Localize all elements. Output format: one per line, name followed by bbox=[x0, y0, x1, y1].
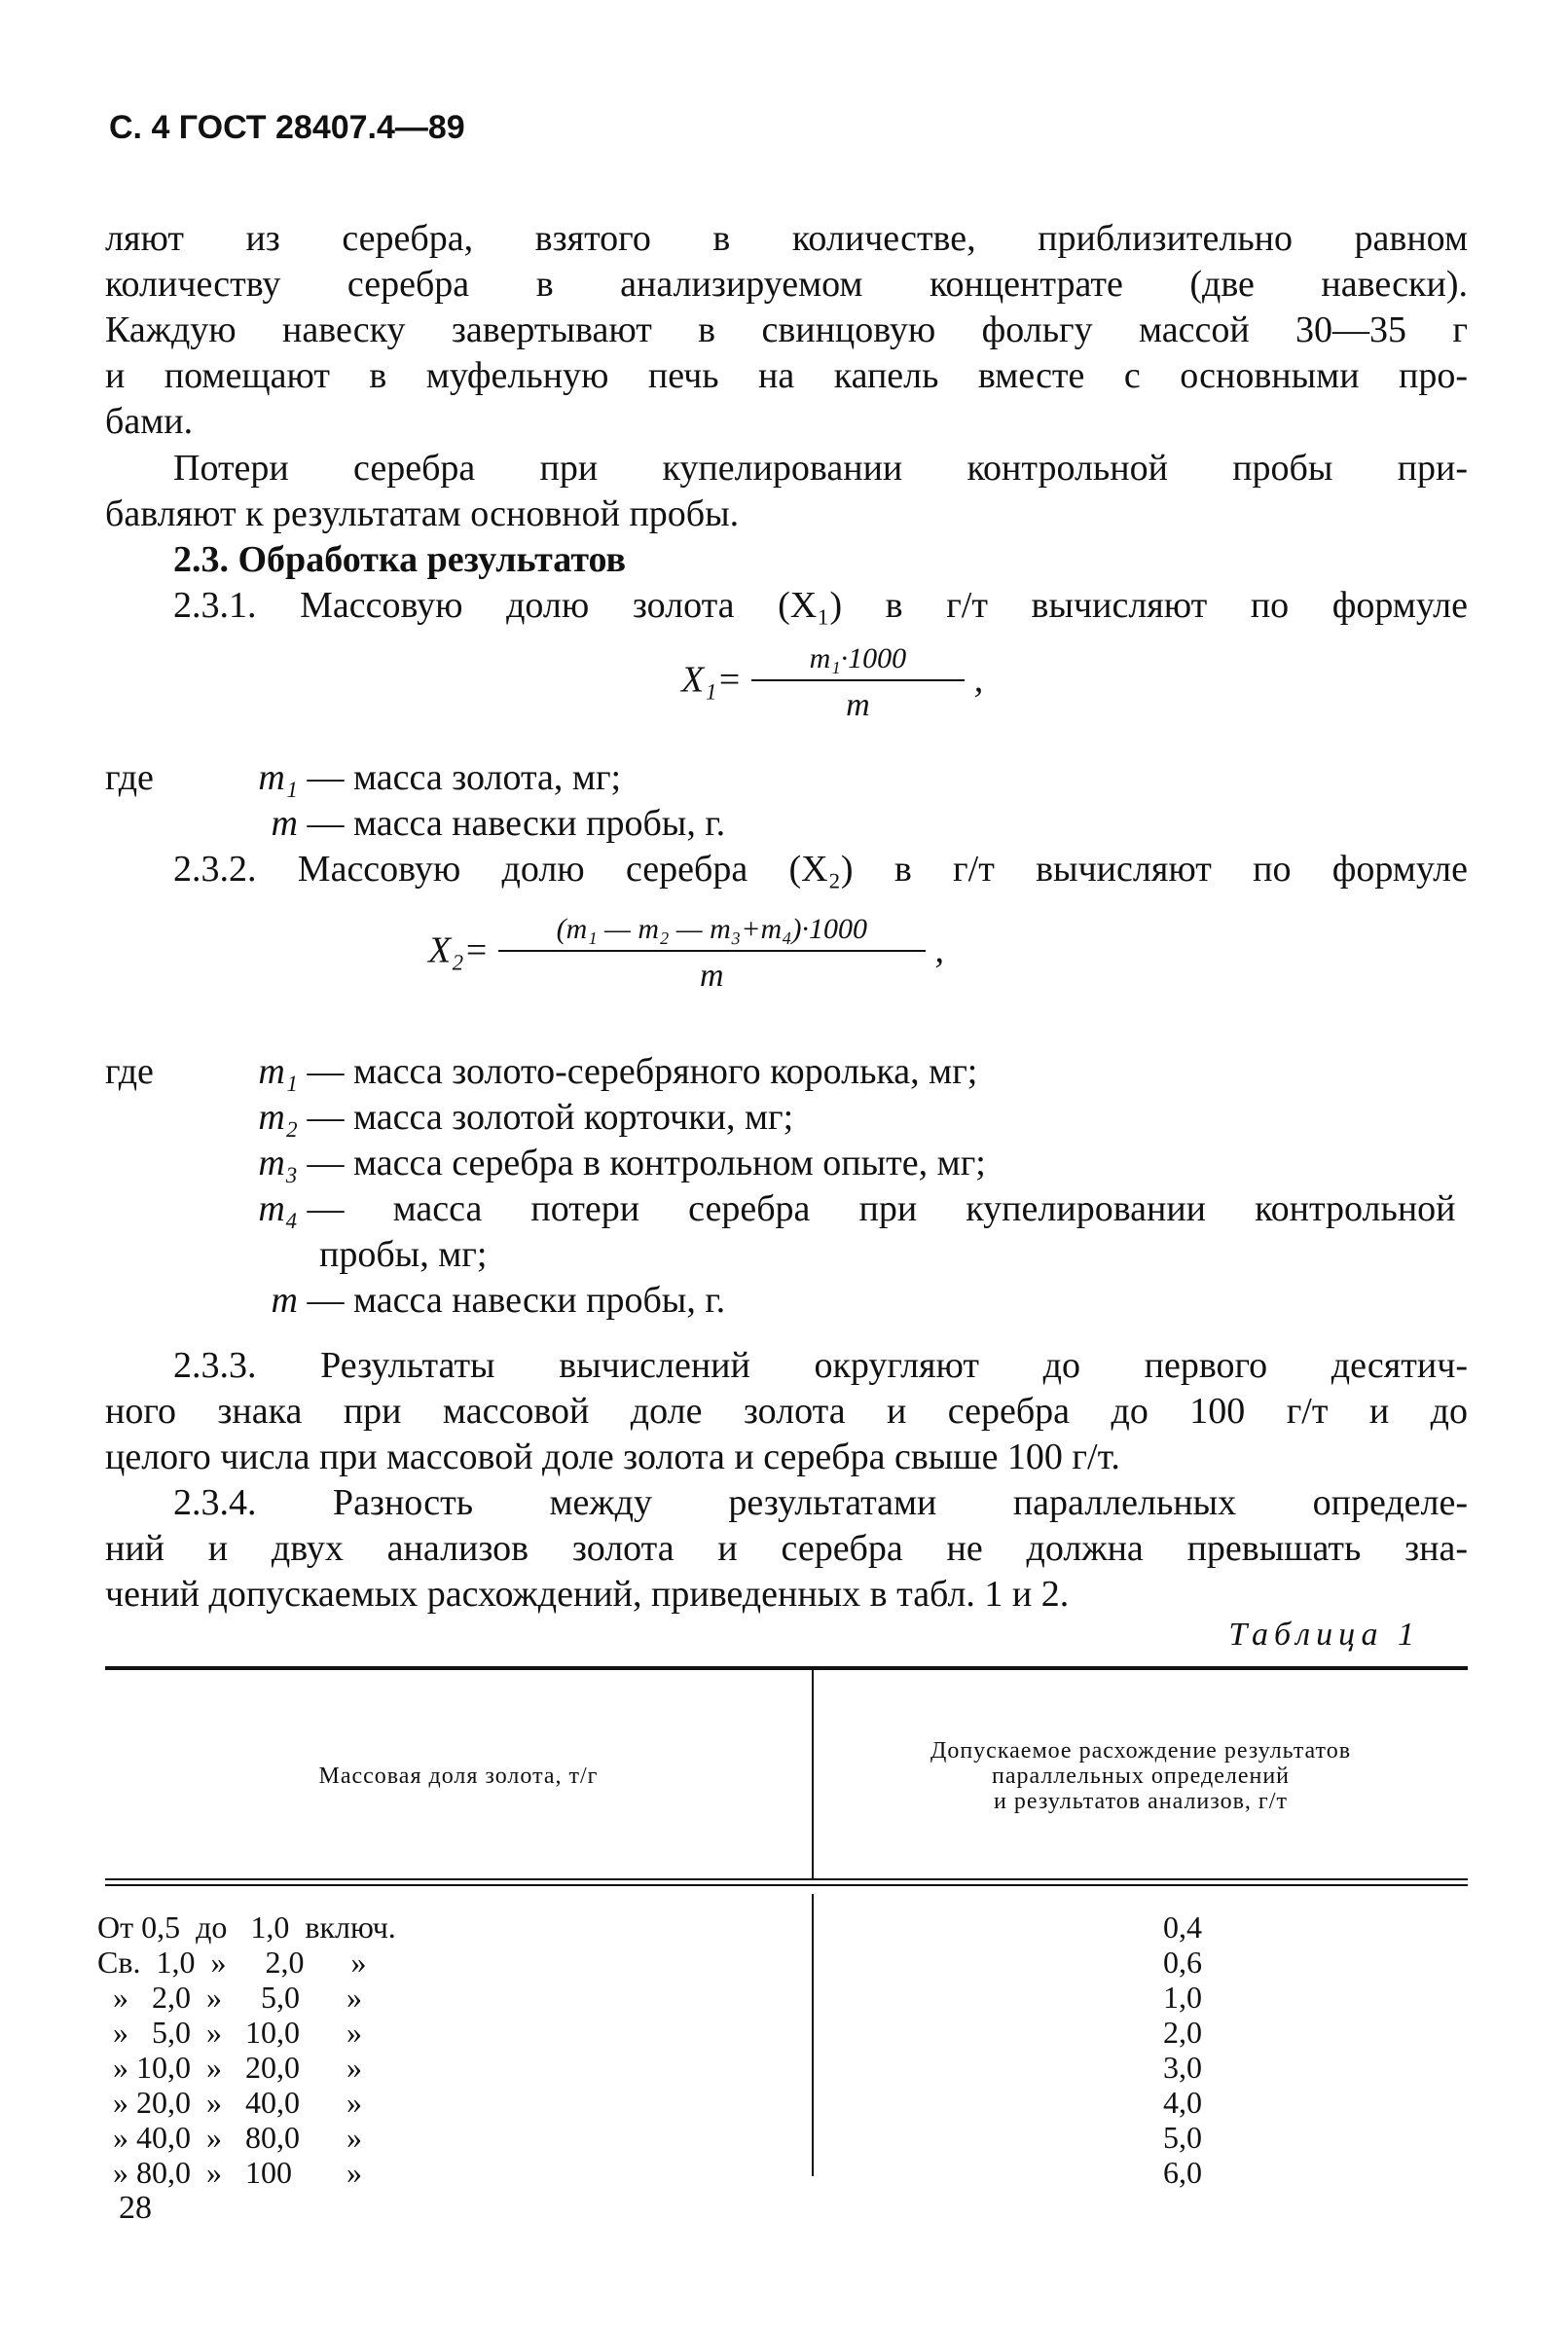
table-row bbox=[97, 2085, 1479, 2120]
para-2-3-1: 2.3.1. Массовую долю золота (X₁) в г/т вычисляют по формуле bbox=[173, 585, 1468, 626]
where-gold-1 bbox=[105, 755, 621, 801]
table-cell-range: Св. 1,0 » 2,0 » bbox=[97, 1945, 367, 1980]
where-silver-1 bbox=[105, 1049, 977, 1095]
section-heading-text: 2.3. Обработка результатов bbox=[173, 539, 627, 580]
table-cell-value: 2,0 bbox=[1163, 2015, 1202, 2050]
where-text: — масса золота, мг; bbox=[307, 757, 622, 798]
para2-line1: Потери серебра при купелировании контрольной пробы при- bbox=[173, 448, 1468, 489]
table-header-col2 bbox=[814, 1738, 1468, 1814]
para-2-3-4-line1: 2.3.4. Разность между результатами параллельных определе- bbox=[173, 1482, 1468, 1523]
table-row bbox=[97, 2120, 1479, 2155]
where-silver-2 bbox=[105, 1095, 793, 1141]
table-cell-value: 1,0 bbox=[1163, 1980, 1202, 2015]
table-row bbox=[97, 1910, 1479, 1945]
table-cell-range: » 5,0 » 10,0 » bbox=[97, 2015, 362, 2050]
where-text: — масса потери серебра при купелировании контрольной bbox=[307, 1188, 1456, 1229]
table-cell-value: 3,0 bbox=[1163, 2050, 1202, 2085]
table-row bbox=[97, 2155, 1479, 2190]
table-cell-range: » 10,0 » 20,0 » bbox=[97, 2050, 362, 2085]
where-silver-3 bbox=[105, 1141, 986, 1186]
formula-gold-lhs: X₁= bbox=[681, 659, 743, 701]
para-2-3-3-line1: 2.3.3. Результаты вычислений округляют до первого десятич- bbox=[173, 1345, 1468, 1386]
para2-line2: бавляют к результатам основной пробы. bbox=[105, 493, 740, 534]
table-header-col1: Массовая доля золота, т/г bbox=[318, 1764, 599, 1789]
where-var: m₄ bbox=[258, 1188, 298, 1229]
where-text: пробы, мг; bbox=[319, 1234, 488, 1275]
table-row bbox=[97, 2050, 1479, 2085]
formula-gold-fraction bbox=[751, 642, 966, 724]
formula-silver-lhs: X₂= bbox=[428, 929, 490, 971]
where-silver-4-cont bbox=[105, 1232, 487, 1278]
table-header-col2-line1: Допускаемое расхождение результатов bbox=[930, 1738, 1352, 1764]
where-var: m₃ bbox=[258, 1143, 298, 1183]
formula-gold-tail: , bbox=[973, 659, 984, 701]
para1-line1: ляют из серебра, взятого в количестве, приблизительно равном bbox=[105, 218, 1468, 259]
para-2-3-3-line3: целого числа при массовой доле золота и серебра свыше 100 г/т. bbox=[105, 1437, 1120, 1477]
where-var: m bbox=[271, 1280, 298, 1321]
para-2-3-4-line3: чений допускаемых расхождений, приведенных в табл. 1 и 2. bbox=[105, 1574, 1070, 1615]
formula-gold-numerator: m₁·1000 bbox=[751, 642, 966, 681]
table-cell-value: 0,6 bbox=[1163, 1945, 1202, 1980]
table-cell-range: » 2,0 » 5,0 » bbox=[97, 1980, 362, 2015]
where-silver-5 bbox=[105, 1278, 725, 1324]
where-prefix: где bbox=[105, 757, 154, 798]
table-cell-range: » 20,0 » 40,0 » bbox=[97, 2085, 362, 2120]
table-header-col2-line3: и результатов анализов, г/т bbox=[994, 1789, 1288, 1814]
table-row bbox=[97, 1945, 1479, 1980]
formula-gold bbox=[681, 642, 983, 724]
para1-line3: Каждую навеску завертывают в свинцовую фольгу массой 30—35 г bbox=[105, 309, 1468, 350]
where-text: — масса золото-серебряного королька, мг; bbox=[307, 1051, 978, 1092]
para1-line5: бами. bbox=[105, 401, 194, 442]
formula-silver-numerator: (m₁ — m₂ — m₃+m₄)·1000 bbox=[498, 913, 926, 952]
table-cell-range: » 40,0 » 80,0 » bbox=[97, 2120, 362, 2155]
table-cell-value: 5,0 bbox=[1163, 2120, 1202, 2155]
where-var: m bbox=[271, 803, 298, 844]
section-heading bbox=[173, 537, 1536, 583]
where-text: — масса навески пробы, г. bbox=[307, 803, 726, 844]
formula-silver-tail: , bbox=[934, 929, 945, 971]
table-caption: Таблица 1 bbox=[1228, 1617, 1420, 1653]
formula-silver-fraction bbox=[498, 913, 926, 995]
where-gold-2 bbox=[105, 801, 725, 847]
table-row bbox=[97, 1980, 1479, 2015]
para-2-3-3-line2: ного знака при массовой доле золота и серебра до 100 г/т и до bbox=[105, 1391, 1468, 1432]
table-header-col2-line2: параллельных определений bbox=[991, 1764, 1291, 1789]
page-number: 28 bbox=[119, 2190, 152, 2226]
table-cell-value: 4,0 bbox=[1163, 2085, 1202, 2120]
para1-line2: количеству серебра в анализируемом концентрате (две навески). bbox=[105, 264, 1468, 305]
where-text: — масса серебра в контрольном опыте, мг; bbox=[307, 1143, 986, 1183]
where-text: — масса золотой корточки, мг; bbox=[307, 1097, 794, 1138]
where-var: m₁ bbox=[258, 1051, 298, 1092]
where-silver-4 bbox=[105, 1186, 1468, 1232]
table-header-rule-1 bbox=[105, 1878, 1468, 1880]
formula-silver bbox=[428, 913, 944, 995]
table-cell-range: От 0,5 до 1,0 включ. bbox=[97, 1910, 396, 1945]
table-cell-range: » 80,0 » 100 » bbox=[97, 2155, 362, 2190]
formula-silver-denominator: m bbox=[700, 958, 724, 994]
formula-gold-denominator: m bbox=[846, 687, 870, 723]
table-row bbox=[97, 2015, 1479, 2050]
where-prefix: где bbox=[105, 1051, 154, 1092]
where-var: m₁ bbox=[258, 757, 298, 798]
para-2-3-4-line2: ний и двух анализов золота и серебра не должна превышать зна- bbox=[105, 1528, 1468, 1569]
table-cell-value: 6,0 bbox=[1163, 2155, 1202, 2190]
page-header: С. 4 ГОСТ 28407.4—89 bbox=[109, 109, 465, 146]
para1-line4: и помещают в муфельную печь на капель вместе с основными про- bbox=[105, 355, 1468, 396]
where-text: — масса навески пробы, г. bbox=[307, 1280, 726, 1321]
where-var: m₂ bbox=[258, 1097, 298, 1138]
para-2-3-2: 2.3.2. Массовую долю серебра (X₂) в г/т вычисляют по формуле bbox=[173, 849, 1468, 890]
table-header-rule-2 bbox=[105, 1884, 1468, 1886]
table-cell-value: 0,4 bbox=[1163, 1910, 1202, 1945]
table-top-rule bbox=[105, 1666, 1468, 1670]
